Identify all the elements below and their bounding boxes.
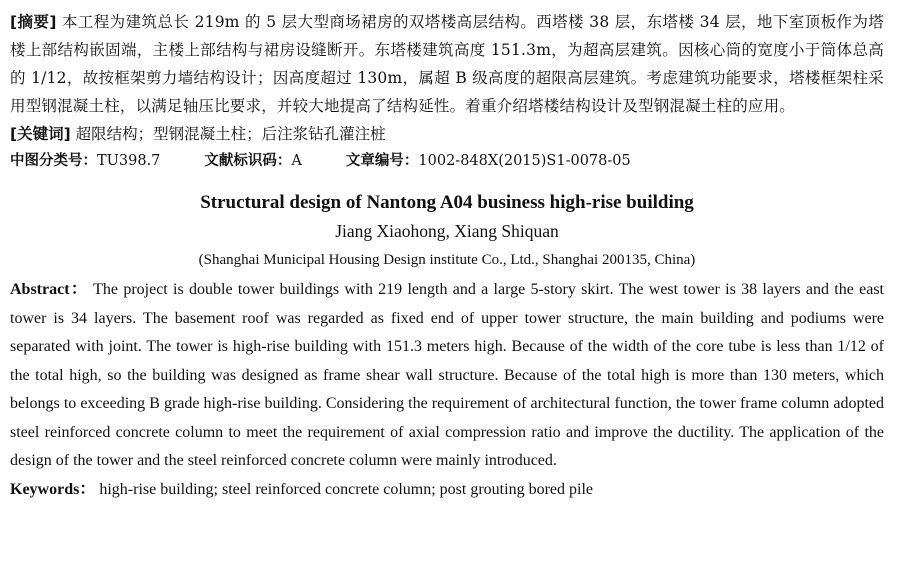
doc-code-label: 文献标识码： [204, 153, 292, 169]
en-authors: Jiang Xiaohong, Xiang Shiquan [335, 221, 559, 241]
clc-label: 中图分类号： [10, 153, 97, 169]
classification-line [10, 148, 884, 174]
article-no-label: 文章编号： [345, 153, 419, 169]
document-code [204, 148, 301, 174]
en-abstract [10, 276, 884, 476]
en-affiliation: (Shanghai Municipal Housing Design institute Co., Ltd., Shanghai 200135, China) [198, 252, 696, 268]
cn-keywords [10, 120, 884, 148]
en-abstract-label: Abstract： [10, 281, 89, 298]
doc-code-value: A [291, 153, 302, 169]
article-no-value: 1002-848X(2015)S1-0078-05 [418, 153, 631, 169]
paper-front-matter [10, 8, 884, 504]
en-title: Structural design of Nantong A04 business high-rise building [200, 192, 694, 213]
clc-number [10, 148, 160, 174]
en-keywords [10, 476, 884, 505]
cn-keywords-label: [关键词] [10, 125, 71, 143]
cn-abstract-label: [摘要] [10, 13, 57, 31]
cn-abstract-text: 本工程为建筑总长 219m 的 5 层大型商场裙房的双塔楼高层结构。西塔楼 38 层，东塔楼 34 层，地下室顶板作为塔楼上部结构嵌固端，主楼上部结构与裙房设缝断开。东塔楼建筑高度 151.3m，为超高层建筑。因核心筒的宽度小于筒体总高的 1/12，故按框架剪力墙结构设计；因高度超过 130m，属超 B 级高度的超限高层建筑。考虑建筑功能要求，塔楼框架柱采用型钢混凝土柱，以满足轴压比要求，并较大地提高了结构延性。着重介绍塔楼结构设计及型钢混凝土柱的应用。 [10, 13, 884, 115]
cn-keywords-text: 超限结构；型钢混凝土柱；后注浆钻孔灌注桩 [75, 125, 386, 143]
clc-value: TU398.7 [97, 153, 161, 169]
article-number [346, 148, 631, 174]
cn-abstract [10, 8, 884, 120]
en-keywords-text: high-rise building; steel reinforced concrete column; post grouting bored pile [99, 480, 593, 498]
en-keywords-label: Keywords： [10, 480, 96, 498]
en-abstract-text: The project is double tower buildings with 219 length and a large 5-story skirt. The west tower is 38 layers and the east tower is 34 layers. The basement roof was regarded as fixed end of upper tower structure, the main building and podiums were separated with joint. The tower is high-rise building with 151.3 meters high. Because of the width of the core tube is less than 1/12 of the total high, so the building was designed as frame shear wall structure. Because of the total high is more than 130 meters, which belongs to exceeding B grade high-rise building. Considering the requirement of architectural function, the tower frame column adopted steel reinforced concrete column to meet the requirement of axial compression ratio and improve the ductility. The application of the design of the tower and the steel reinforced concrete column were mainly introduced. [10, 281, 884, 469]
